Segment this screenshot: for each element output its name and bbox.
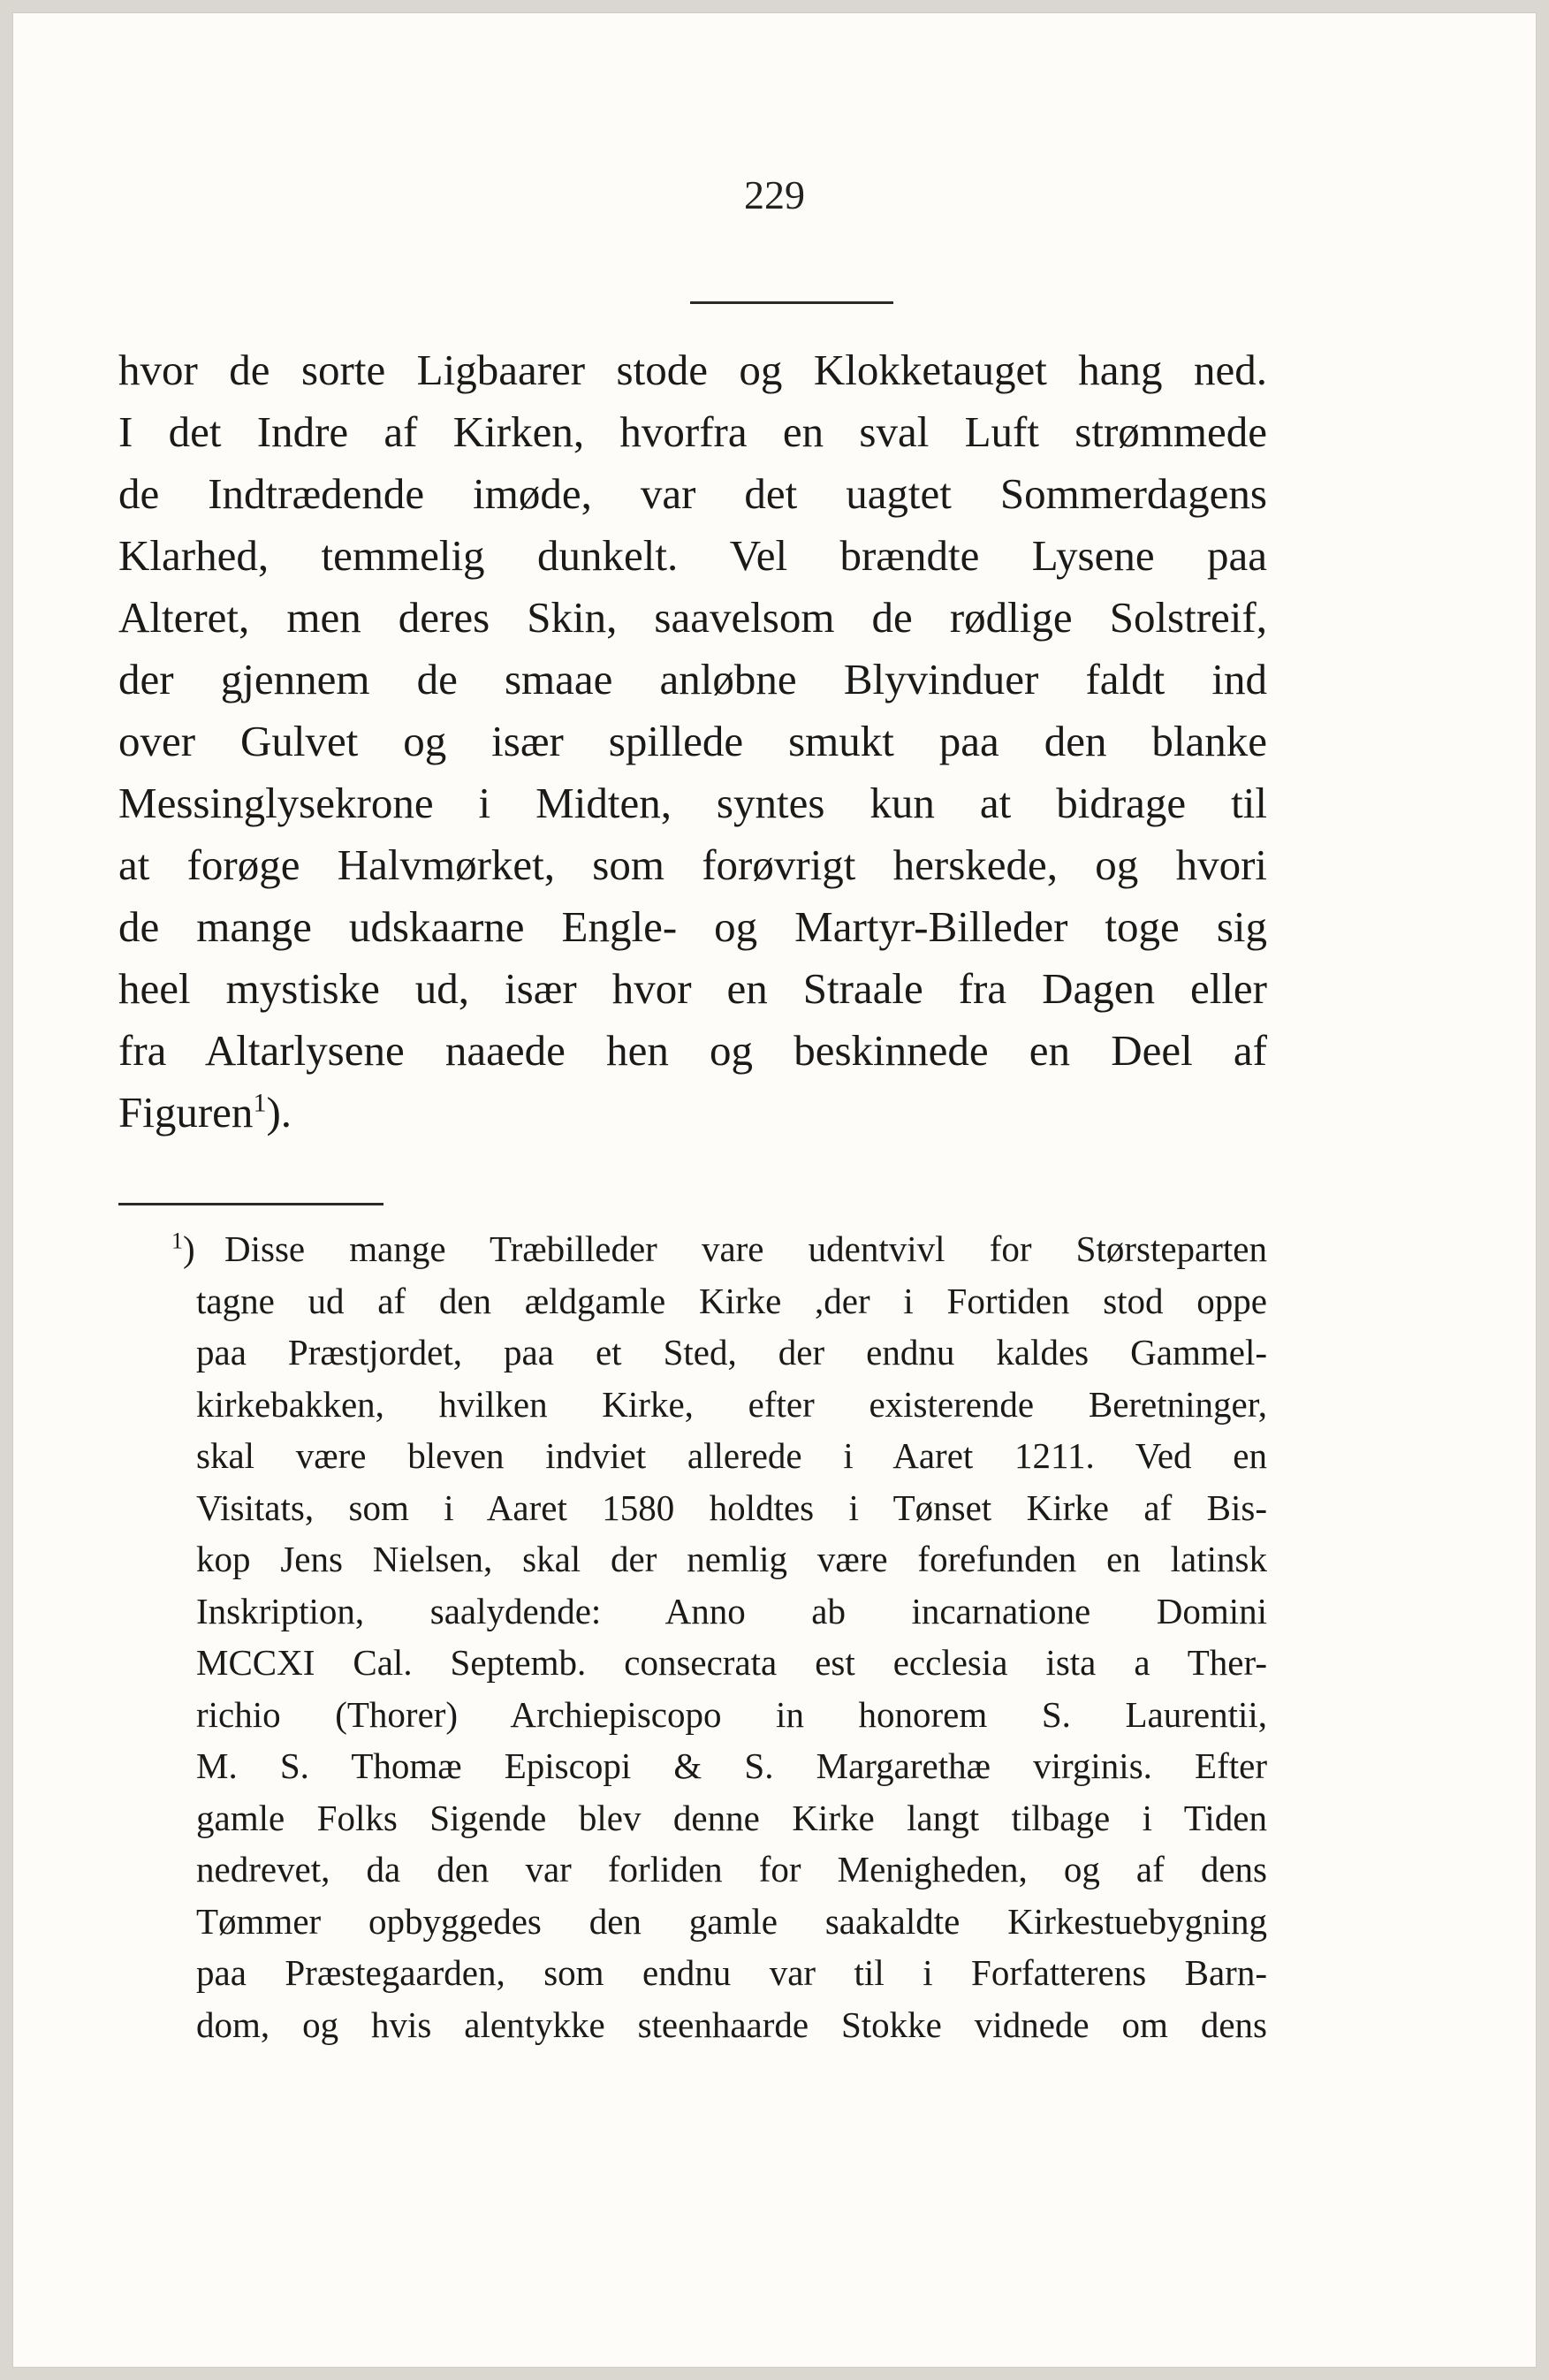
page-number: 229 (744, 172, 805, 217)
footnote-reference: 1 (253, 1088, 267, 1118)
footnote-line: MCCXI Cal. Septemb. consecrata est ecclesia ista a Ther- (196, 1642, 1267, 1683)
footnote-line: dom, og hvis alentykke steenhaarde Stokke vidnede om dens (196, 2004, 1267, 2045)
body-line: heel mystiske ud, især hvor en Straale fra Dagen eller (118, 964, 1267, 1013)
header-rule (690, 301, 893, 304)
body-line: Messinglysekrone i Midten, syntes kun at bidrage til (118, 779, 1267, 827)
body-line: at forøge Halvmørket, som forøvrigt herskede, og hvori (118, 840, 1267, 889)
footnote-line: Visitats, som i Aaret 1580 holdtes i Tønset Kirke af Bis- (196, 1487, 1267, 1528)
body-line: Klarhed, temmelig dunkelt. Vel brændte Lysene paa (118, 531, 1267, 580)
footnote-line: kop Jens Nielsen, skal der nemlig være forefunden en latinsk (196, 1539, 1267, 1579)
body-line: der gjennem de smaae anløbne Blyvinduer faldt ind (118, 655, 1267, 703)
footnote-line: Tømmer opbyggedes den gamle saakaldte Kirkestuebygning (196, 1900, 1267, 1942)
footnote-line: gamle Folks Sigende blev denne Kirke langt tilbage i Tiden (196, 1797, 1267, 1838)
footnote-rule (118, 1203, 383, 1205)
footnote-line: tagne ud af den ældgamle Kirke ,der i Fortiden stod oppe (196, 1280, 1267, 1321)
body-line-last (118, 1082, 1267, 1144)
body-line: Alteret, men deres Skin, saavelsom de rødlige Solstreif, (118, 593, 1267, 642)
body-line: over Gulvet og især spillede smukt paa den blanke (118, 717, 1267, 765)
footnote-marker (171, 1223, 195, 1275)
body-line: de mange udskaarne Engle- og Martyr-Billeder toge sig (118, 902, 1267, 951)
footnote-line: richio (Thorer) Archiepiscopo in honorem S. Laurentii, (196, 1693, 1267, 1735)
footnote-line: skal være bleven indviet allerede i Aaret 1211. Ved en (196, 1435, 1267, 1476)
footnote-line: M. S. Thomæ Episcopi & S. Margarethæ virginis. Efter (196, 1745, 1267, 1786)
footnote-line: Disse mange Træbilleder vare udentvivl for Størsteparten (224, 1228, 1267, 1269)
body-last-word: Figuren (118, 1088, 254, 1137)
footnote-line: Inskription, saalydende: Anno ab incarnatione Domini (196, 1590, 1267, 1631)
body-last-tail: ). (266, 1088, 292, 1137)
footnote-line: nedrevet, da den var forliden for Menigheden, og af dens (196, 1849, 1267, 1890)
body-paragraph (118, 339, 1267, 1144)
body-line: I det Indre af Kirken, hvorfra en sval Luft strømmede (118, 407, 1267, 456)
book-page (12, 12, 1537, 2368)
footnote-line: paa Præstjordet, paa et Sted, der endnu kaldes Gammel- (196, 1332, 1267, 1372)
footnote-marker-paren: ) (183, 1228, 195, 1269)
footnote-body (196, 1223, 1267, 2050)
footnote-line: paa Præstegaarden, som endnu var til i Forfatterens Barn- (196, 1952, 1267, 1993)
footnote-marker-number: 1 (171, 1228, 183, 1254)
body-line: de Indtrædende imøde, var det uagtet Sommerdagens (118, 469, 1267, 518)
footnote-line: kirkebakken, hvilken Kirke, efter existerende Beretninger, (196, 1383, 1267, 1425)
body-line: hvor de sorte Ligbaarer stode og Klokketauget hang ned. (118, 346, 1267, 394)
body-line: fra Altarlysene naaede hen og beskinnede en Deel af (118, 1026, 1267, 1075)
